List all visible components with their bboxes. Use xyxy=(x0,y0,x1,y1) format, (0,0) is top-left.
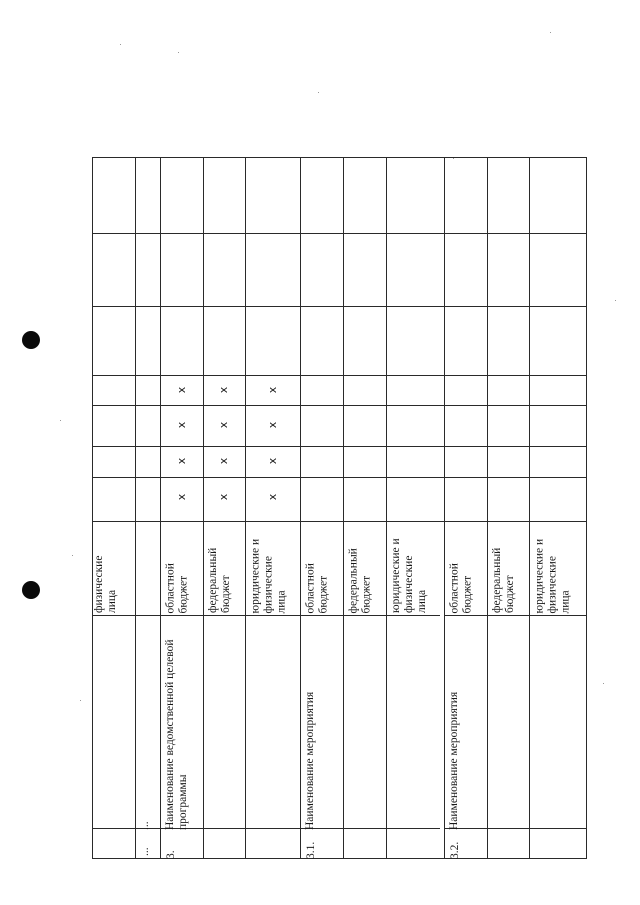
funding-source-1: федеральный бюджет xyxy=(207,547,232,613)
cell-x-mark: x xyxy=(217,421,230,429)
span-divider xyxy=(444,615,586,616)
funding-source-1: федеральный бюджет xyxy=(347,547,372,613)
scan-speck xyxy=(453,158,454,159)
physical-persons-label: физические лица xyxy=(93,555,118,613)
funding-source-2: юридические и физические лица xyxy=(249,538,287,613)
funding-source-0: областной бюджет xyxy=(448,562,473,613)
column-divider xyxy=(160,375,586,376)
funding-source-1: федеральный бюджет xyxy=(491,547,516,613)
ellipsis-name: ... xyxy=(139,821,151,830)
cell-x-mark: x xyxy=(217,386,230,394)
funding-source-0: областной бюджет xyxy=(304,562,329,613)
row-divider xyxy=(245,157,246,858)
section-number: 3.1. xyxy=(305,841,317,859)
row-divider xyxy=(444,157,445,858)
scan-speck xyxy=(615,300,616,301)
scan-speck xyxy=(72,555,73,556)
section-number: 3.2. xyxy=(449,841,461,859)
column-divider-left xyxy=(92,446,160,447)
binder-hole-top xyxy=(22,331,40,349)
section-name: Наименование ведомственной целевой программы xyxy=(164,639,189,830)
column-divider xyxy=(160,521,586,522)
cell-x-mark: x xyxy=(174,386,188,394)
column-divider-left xyxy=(92,306,160,307)
ellipsis-number: ... xyxy=(139,847,151,856)
scan-speck xyxy=(178,52,179,53)
funding-source-0: областной бюджет xyxy=(164,562,189,613)
binder-hole-bottom xyxy=(22,581,40,599)
row-divider xyxy=(135,157,136,858)
row-divider xyxy=(300,157,301,858)
column-divider-left xyxy=(92,521,160,522)
section-number: 3. xyxy=(165,850,177,859)
cell-x-mark: x xyxy=(174,421,188,429)
table-border-top xyxy=(92,157,586,158)
column-divider xyxy=(160,446,586,447)
span-divider xyxy=(300,615,440,616)
cell-x-mark: x xyxy=(265,457,279,465)
cell-x-mark: x xyxy=(265,493,279,501)
cell-x-mark: x xyxy=(265,386,279,394)
scan-speck xyxy=(120,44,121,45)
span-divider xyxy=(160,615,300,616)
cell-x-mark: x xyxy=(265,421,279,429)
row-divider xyxy=(160,157,161,858)
column-divider-left xyxy=(92,375,160,376)
scan-speck xyxy=(80,700,81,701)
scan-speck xyxy=(550,32,551,33)
column-divider-left xyxy=(92,615,160,616)
column-divider xyxy=(160,405,586,406)
column-divider-left xyxy=(92,233,160,234)
column-divider xyxy=(160,477,586,478)
scan-speck xyxy=(318,92,319,93)
cell-x-mark: x xyxy=(217,493,230,501)
scan-speck xyxy=(603,683,604,684)
table-border-left xyxy=(92,157,93,858)
cell-x-mark: x xyxy=(217,457,230,465)
column-divider-left xyxy=(92,405,160,406)
row-divider xyxy=(529,157,530,858)
column-divider xyxy=(160,306,586,307)
cell-x-mark: x xyxy=(174,493,188,501)
column-divider-left xyxy=(92,477,160,478)
funding-source-2: юридические и физические лица xyxy=(390,538,428,613)
funding-source-2: юридические и физические лица xyxy=(533,538,571,613)
section-name: Наименование мероприятия xyxy=(448,691,460,830)
cell-x-mark: x xyxy=(174,457,188,465)
table-border-right xyxy=(586,157,587,858)
column-divider xyxy=(160,233,586,234)
scan-speck xyxy=(60,420,61,421)
section-name: Наименование мероприятия xyxy=(304,691,316,830)
row-divider xyxy=(386,157,387,858)
